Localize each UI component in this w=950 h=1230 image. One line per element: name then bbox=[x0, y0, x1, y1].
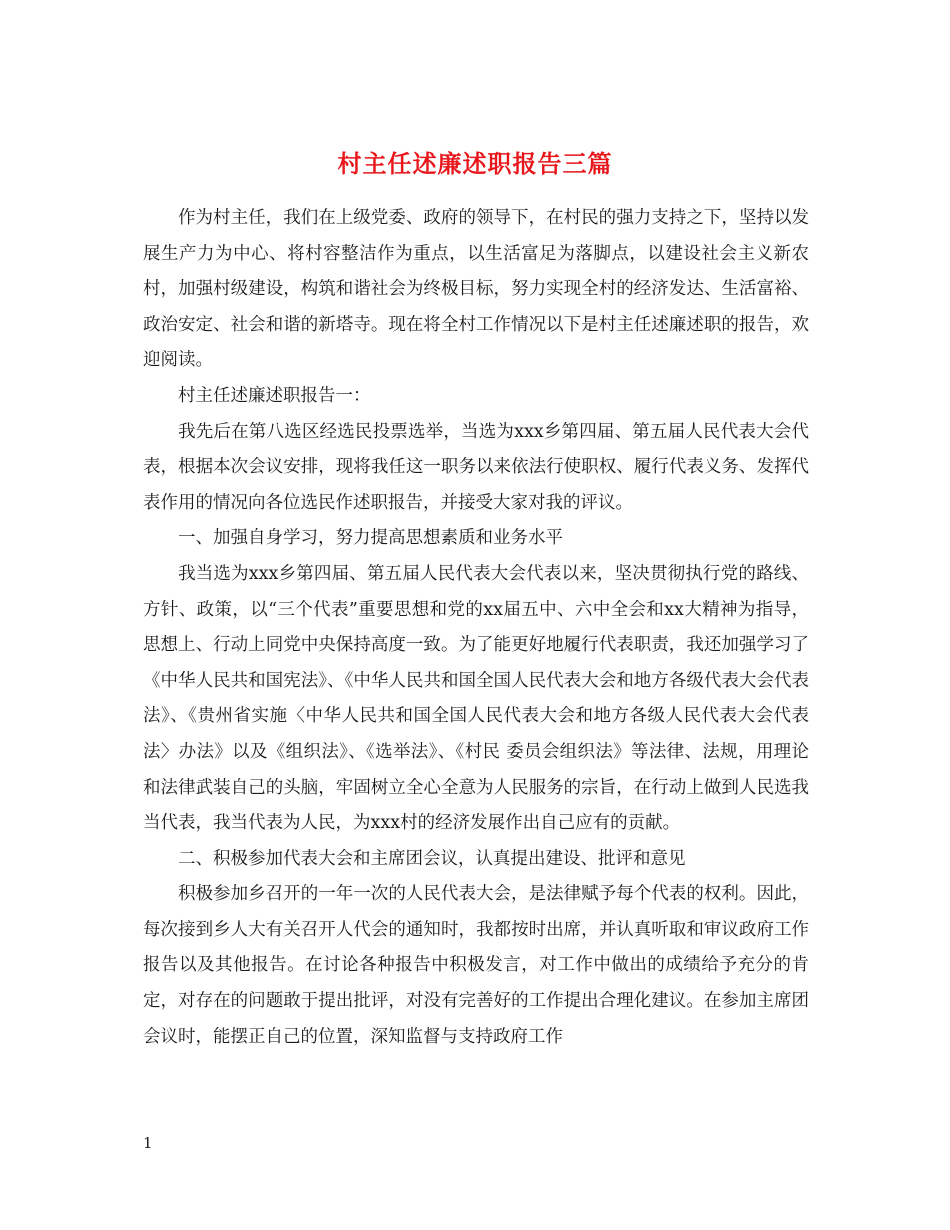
paragraph-report-one-heading: 村主任述廉述职报告一： bbox=[178, 385, 371, 406]
document-body bbox=[143, 201, 809, 1055]
section-heading-two: 二、积极参加代表大会和主席团会议，认真提出建设、批评和意见 bbox=[178, 848, 686, 869]
paragraph-meetings: 积极参加乡召开的一年一次的人民代表大会，是法律赋予每个代表的权利。因此，每次接到乡人大有关召开人代会的通知时，我都按时出席，并认真听取和审议政府工作报告以及其他报告。在讨论各种报告中积极发言，对工作中做出的成绩给予充分的肯定，对存在的问题敢于提出批评，对没有完善好的工作提出合理化建议。在参加主席团会议时，能摆正自己的位置，深知监督与支持政府工作 bbox=[143, 884, 809, 1047]
document-title: 村主任述廉述职报告三篇 bbox=[337, 149, 613, 179]
section-heading-one: 一、加强自身学习，努力提高思想素质和业务水平 bbox=[178, 528, 563, 549]
page-number: 1 bbox=[143, 1134, 153, 1152]
paragraph-study: 我当选为xxx乡第四届、第五届人民代表大会代表以来，坚决贯彻执行党的路线、方针、政策，以“三个代表”重要思想和党的xx届五中、六中全会和xx大精神为指导，思想上、行动上同党中央保持高度一致。为了能更好地履行代表职责，我还加强学习了《中华人民共和国宪法》、《中华人民共和国全国人民代表大会和地方各级代表大会代表法》、《贵州省实施〈中华人民共和国全国人民代表大会和地方各级人民代表大会代表法〉办法》以及《组织法》、《选举法》、《村民 委员会组织法》等法律、法规，用理论和法律武装自己的头脑，牢固树立全心全意为人民服务的宗旨，在行动上做到人民选我当代表，我当代表为人民，为xxx村的经济发展作出自己应有的贡献。 bbox=[143, 563, 809, 834]
paragraph-intro: 作为村主任，我们在上级党委、政府的领导下，在村民的强力支持之下，坚持以发展生产力为中心、将村容整洁作为重点，以生活富足为落脚点，以建设社会主义新农村，加强村级建设，构筑和谐社会为终极目标，努力实现全村的经济发达、生活富裕、政治安定、社会和谐的新塔寺。现在将全村工作情况以下是村主任述廉述职的报告，欢迎阅读。 bbox=[143, 208, 809, 371]
paragraph-election: 我先后在第八选区经选民投票选举，当选为xxx乡第四届、第五届人民代表大会代表，根据本次会议安排，现将我任这一职务以来依法行使职权、履行代表义务、发挥代表作用的情况向各位选民作述职报告，并接受大家对我的评议。 bbox=[143, 421, 809, 513]
